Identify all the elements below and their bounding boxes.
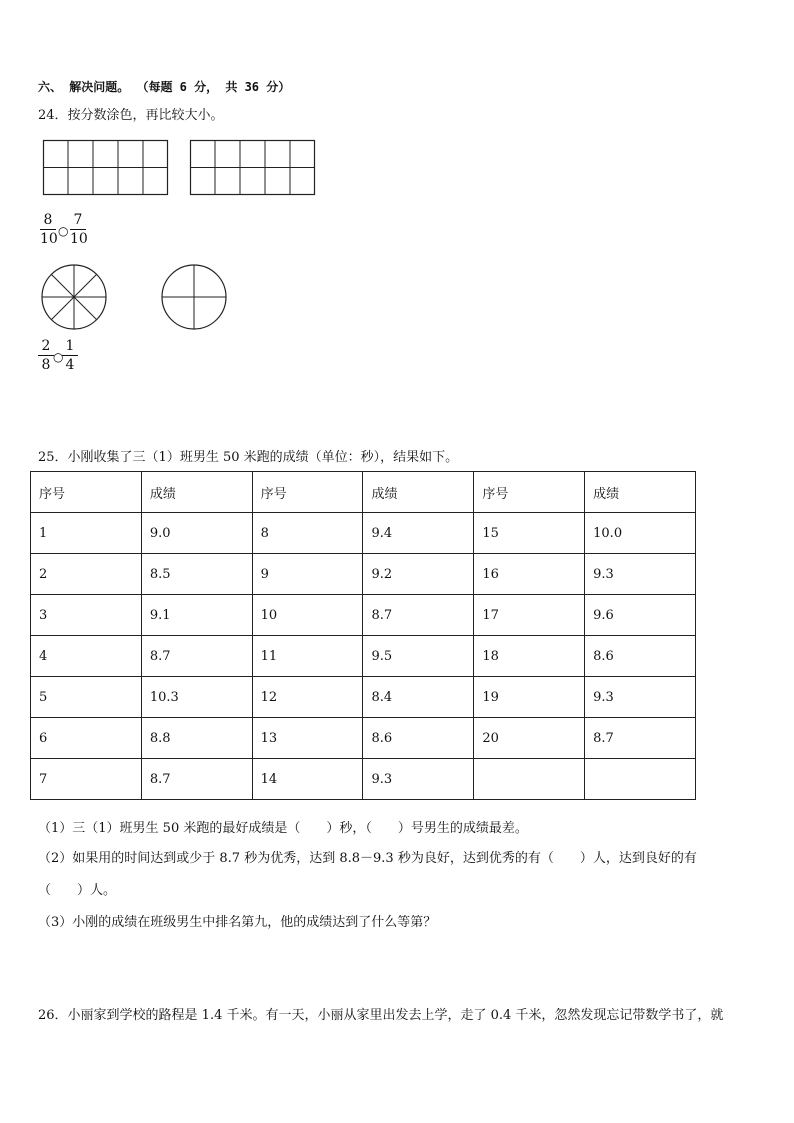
table-cell: 8 <box>252 513 363 554</box>
table-cell: 5 <box>31 677 142 718</box>
table-cell: 9.3 <box>585 554 696 595</box>
table-cell: 10.0 <box>585 513 696 554</box>
table-cell: 8.7 <box>585 718 696 759</box>
table-cell: 9.4 <box>363 513 474 554</box>
circle-quarters <box>160 263 228 331</box>
fraction-1-4 <box>62 338 78 373</box>
table-cell: 10.3 <box>141 677 252 718</box>
table-header: 序号 <box>31 472 142 513</box>
table-cell: 7 <box>31 759 142 800</box>
table-cell: 8.4 <box>363 677 474 718</box>
table-row <box>31 677 696 718</box>
section-title: 六、 解决问题。 （每题 6 分， 共 36 分） <box>38 80 291 94</box>
table-cell: 10 <box>252 595 363 636</box>
compare-circle-1[interactable]: ○ <box>58 224 69 238</box>
table-cell: 19 <box>474 677 585 718</box>
table-cell: 8.7 <box>363 595 474 636</box>
compare-circle-2[interactable]: ○ <box>53 350 64 364</box>
fraction-numerator: 7 <box>73 212 83 228</box>
table-cell: 8.7 <box>141 759 252 800</box>
table-cell: 18 <box>474 636 585 677</box>
table-cell: 8.7 <box>141 636 252 677</box>
table-row <box>31 513 696 554</box>
fraction-numerator: 1 <box>65 338 75 354</box>
table-cell: 4 <box>31 636 142 677</box>
table-cell: 13 <box>252 718 363 759</box>
table-row <box>31 636 696 677</box>
question-25-sub2-line1: （2）如果用的时间达到或少于 8.7 秒为优秀，达到 8.8－9.3 秒为良好，达到优秀的有（ ）人，达到良好的有 <box>38 851 697 866</box>
table-cell: 8.8 <box>141 718 252 759</box>
table-cell: 16 <box>474 554 585 595</box>
table-header: 成绩 <box>363 472 474 513</box>
table-cell: 2 <box>31 554 142 595</box>
fraction-2-8 <box>38 338 54 373</box>
fraction-denominator: 8 <box>41 357 51 373</box>
table-cell <box>474 759 585 800</box>
table-cell <box>585 759 696 800</box>
table-cell: 9.1 <box>141 595 252 636</box>
table-header: 序号 <box>474 472 585 513</box>
table-cell: 8.6 <box>585 636 696 677</box>
table-cell: 15 <box>474 513 585 554</box>
fraction-grid-2 <box>190 140 316 196</box>
table-row <box>31 718 696 759</box>
fraction-numerator: 8 <box>43 212 53 228</box>
fraction-grid-1 <box>43 140 169 196</box>
fraction-8-10 <box>40 212 56 247</box>
question-24-prompt: 24．按分数涂色，再比较大小。 <box>38 108 224 123</box>
table-header: 成绩 <box>141 472 252 513</box>
fraction-7-10 <box>70 212 86 247</box>
fraction-denominator: 10 <box>70 231 88 247</box>
table-header: 序号 <box>252 472 363 513</box>
table-cell: 11 <box>252 636 363 677</box>
question-25-sub1: （1）三（1）班男生 50 米跑的最好成绩是（ ）秒，（ ）号男生的成绩最差。 <box>38 821 528 836</box>
fraction-denominator: 10 <box>40 231 58 247</box>
table-cell: 8.5 <box>141 554 252 595</box>
question-25-sub3: （3）小刚的成绩在班级男生中排名第九，他的成绩达到了什么等第？ <box>38 915 437 930</box>
question-26-prompt: 26．小丽家到学校的路程是 1.4 千米。有一天，小丽从家里出发去上学，走了 0.4 千米，忽然发现忘记带数学书了，就 <box>38 1008 724 1023</box>
scores-table <box>30 471 696 800</box>
table-row <box>31 554 696 595</box>
table-header-row <box>31 472 696 513</box>
table-cell: 1 <box>31 513 142 554</box>
table-cell: 9.0 <box>141 513 252 554</box>
table-cell: 9.3 <box>585 677 696 718</box>
table-cell: 9.2 <box>363 554 474 595</box>
table-cell: 9.5 <box>363 636 474 677</box>
table-cell: 17 <box>474 595 585 636</box>
table-header: 成绩 <box>585 472 696 513</box>
question-25-sub2-line2: （ ）人。 <box>38 883 117 898</box>
table-cell: 9.3 <box>363 759 474 800</box>
table-cell: 9 <box>252 554 363 595</box>
table-cell: 9.6 <box>585 595 696 636</box>
table-cell: 3 <box>31 595 142 636</box>
fraction-denominator: 4 <box>65 357 75 373</box>
question-25-prompt: 25．小刚收集了三（1）班男生 50 米跑的成绩（单位：秒），结果如下。 <box>38 450 459 465</box>
table-cell: 8.6 <box>363 718 474 759</box>
table-cell: 6 <box>31 718 142 759</box>
table-cell: 20 <box>474 718 585 759</box>
table-row <box>31 595 696 636</box>
table-cell: 12 <box>252 677 363 718</box>
circle-eighths <box>40 263 108 331</box>
table-cell: 14 <box>252 759 363 800</box>
fraction-numerator: 2 <box>41 338 51 354</box>
table-row <box>31 759 696 800</box>
